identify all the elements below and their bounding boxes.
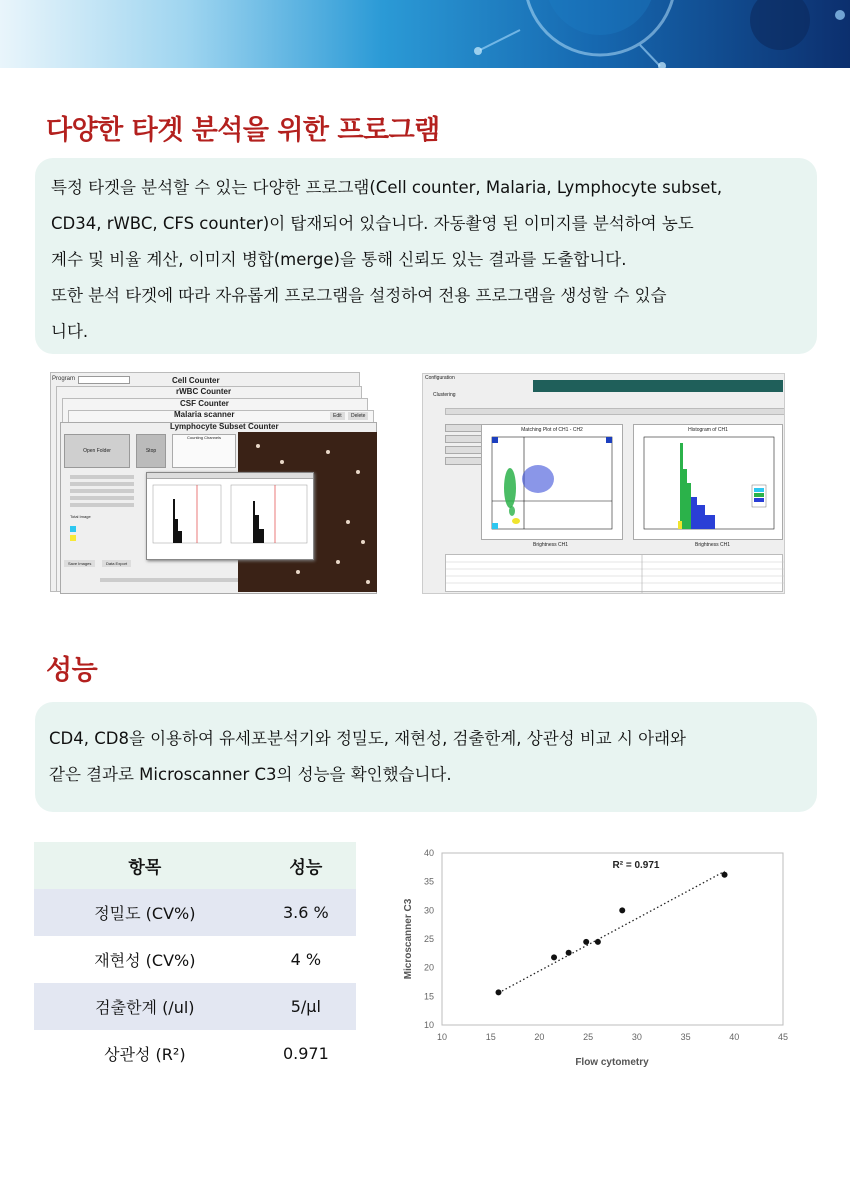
description-line: 같은 결과로 Microscanner C3의 성능을 확인했습니다. — [49, 765, 452, 784]
histogram-plots — [147, 479, 315, 559]
y-tick-label: 35 — [423, 876, 434, 887]
description-line: CD34, rWBC, CFS counter)이 탑재되어 있습니다. 자동촬영 된 이미지를 분석하여 농도 — [51, 214, 694, 233]
value-cell: 3.6 % — [256, 889, 356, 936]
table-row — [34, 889, 356, 936]
x-tick-label: 35 — [680, 1032, 691, 1042]
data-point — [566, 950, 572, 956]
section-title-performance: 성능 — [46, 655, 98, 686]
header-item: 항목 — [34, 842, 256, 889]
program-label: Program — [52, 376, 76, 382]
cd8-swatch — [70, 535, 76, 541]
config-dark-bar — [533, 380, 783, 392]
result-table-lines — [446, 555, 784, 593]
clustering-label: Clustering — [433, 392, 456, 398]
clustering-toolbar[interactable] — [445, 408, 785, 415]
header-banner — [0, 0, 850, 68]
edit-button[interactable]: Edit — [330, 412, 345, 420]
data-point — [496, 989, 502, 995]
cd4-swatch — [70, 526, 76, 532]
data-point — [619, 907, 625, 913]
description-line: 또한 분석 타겟에 따라 자유롭게 프로그램을 설정하여 전용 프로그램을 생성할 수 있습 — [51, 286, 667, 305]
description-line: 특정 타겟을 분석할 수 있는 다양한 프로그램(Cell counter, Malaria, Lymphocyte subset, — [51, 178, 723, 197]
x-tick-label: 10 — [436, 1032, 448, 1042]
y-tick-labels — [424, 848, 434, 1030]
data-points — [496, 872, 728, 996]
save-images-button[interactable]: Save Images — [64, 560, 95, 567]
item-cell: 상관성 (R²) — [104, 1045, 186, 1064]
data-point — [583, 939, 589, 945]
item-cell: 검출한계 (/ul) — [34, 983, 256, 1030]
matching-plot-title: Matching Plot of CH1 - CH2 — [521, 427, 583, 433]
data-export-button[interactable]: Data Export — [102, 560, 131, 567]
y-axis-label: Microscanner C3 — [403, 898, 414, 980]
chart-axes — [442, 853, 783, 1025]
matching-x-axis: Brightness CH1 — [533, 542, 569, 548]
trendline — [499, 871, 725, 993]
plot-frame — [442, 853, 783, 1025]
result-tables — [445, 554, 783, 592]
clustering-screenshot — [422, 373, 785, 594]
total-image-label: Total Image — [70, 514, 91, 519]
configuration-label: Configuration — [425, 375, 455, 381]
window-title-csf: CSF Counter — [180, 399, 229, 408]
x-tick-label: 40 — [729, 1032, 740, 1042]
table-row — [34, 936, 356, 983]
program-windows-screenshot — [50, 372, 377, 594]
r-squared-annotation: R² = 0.971 — [612, 859, 660, 871]
data-point — [595, 939, 601, 945]
image-slider[interactable] — [100, 578, 240, 582]
correlation-scatter-chart — [398, 843, 798, 1073]
programs-description-box — [35, 158, 817, 354]
performance-description-box — [35, 702, 817, 812]
value-cell: 4 % — [290, 950, 322, 969]
table-row — [34, 1030, 356, 1077]
value-cell: 0.971 — [282, 1044, 329, 1063]
data-point — [551, 954, 557, 960]
counting-channels-panel: Counting Channels — [172, 434, 236, 468]
window-title-lymphocyte: Lymphocyte Subset Counter — [170, 422, 279, 431]
matching-scatter — [482, 433, 624, 541]
y-tick-label: 10 — [423, 1020, 434, 1030]
table-row — [34, 983, 356, 1030]
header-performance: 성능 — [256, 842, 356, 889]
x-tick-label: 30 — [631, 1032, 642, 1042]
histogram-dialog — [146, 472, 314, 560]
item-cell: 정밀도 (CV%) — [34, 889, 256, 936]
stop-button[interactable]: Stop — [136, 434, 166, 468]
window-title-malaria: Malaria scanner — [174, 410, 235, 419]
section-title-programs: 다양한 타겟 분석을 위한 프로그램 — [46, 115, 440, 146]
value-cell: 5/µl — [256, 983, 356, 1030]
y-tick-label: 30 — [423, 905, 434, 916]
description-line: 니다. — [51, 322, 89, 341]
open-folder-button[interactable]: Open Folder — [64, 434, 130, 468]
virus-banner-graphic — [0, 0, 850, 68]
x-tick-label: 20 — [534, 1032, 545, 1042]
x-tick-label: 25 — [583, 1032, 594, 1042]
histogram-panel — [633, 424, 783, 540]
item-cell: 재현성 (CV%) — [94, 951, 196, 970]
x-tick-labels — [437, 1032, 788, 1042]
y-tick-label: 20 — [423, 962, 434, 973]
window-title-cell-counter: Cell Counter — [172, 376, 220, 385]
x-tick-label: 15 — [485, 1032, 496, 1042]
table-header-row — [34, 842, 356, 889]
performance-table — [34, 842, 356, 1077]
data-point — [722, 872, 728, 878]
histogram-x-axis: Brightness CH1 — [695, 542, 731, 548]
y-tick-label: 40 — [423, 848, 434, 858]
delete-button[interactable]: Delete — [348, 412, 368, 420]
histogram-bars — [634, 433, 784, 541]
window-title-rwbc: rWBC Counter — [176, 387, 232, 396]
x-tick-label: 45 — [777, 1032, 789, 1042]
condition-grid — [70, 472, 134, 512]
y-tick-label: 25 — [423, 934, 434, 944]
description-line: 계수 및 비율 계산, 이미지 병합(merge)을 통해 신뢰도 있는 결과를 도출합니다. — [51, 250, 627, 269]
matching-plot-panel — [481, 424, 623, 540]
description-line: CD4, CD8을 이용하여 유세포분석기와 정밀도, 재현성, 검출한계, 상관성 비교 시 아래와 — [49, 729, 686, 748]
y-tick-label: 15 — [423, 991, 434, 1002]
histogram-title: Histogram of CH1 — [688, 427, 728, 433]
x-axis-label: Flow cytometry — [575, 1057, 649, 1068]
program-select[interactable] — [78, 376, 130, 384]
